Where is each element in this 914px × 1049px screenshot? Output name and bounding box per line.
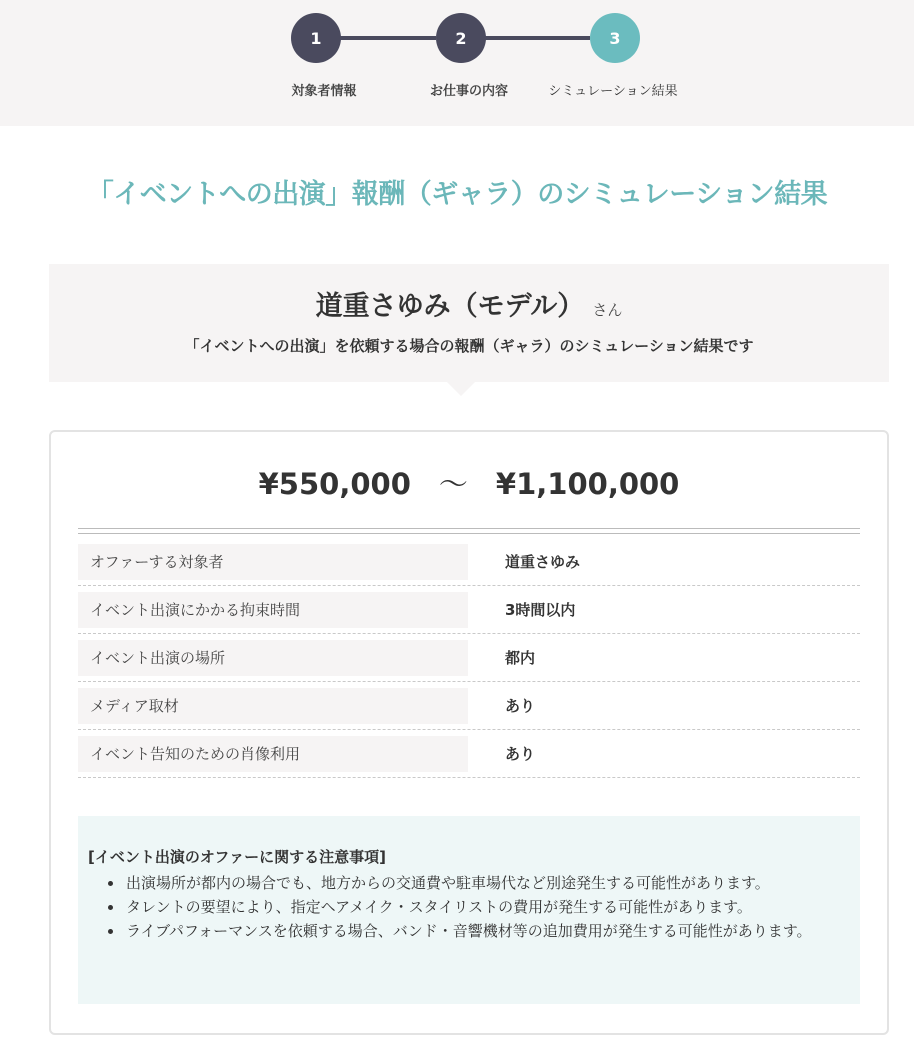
row-label: イベント出演の場所	[78, 640, 468, 676]
row-value: 道重さゆみ	[505, 553, 581, 571]
step-1-circle: 1	[291, 13, 341, 63]
step-3-circle: 3	[590, 13, 640, 63]
table-row	[78, 634, 860, 682]
list-item: • タレントの要望により、指定ヘアメイク・スタイリストの費用が発生する可能性があります。	[124, 895, 850, 919]
row-value: 都内	[505, 649, 536, 667]
step-connector-1-2	[340, 36, 436, 40]
price-range	[51, 462, 887, 503]
talent-name-row	[49, 284, 889, 323]
step-2-label: お仕事の内容	[429, 84, 509, 99]
row-label: メディア取材	[78, 688, 468, 724]
row-label: オファーする対象者	[78, 544, 468, 580]
talent-description: 「イベントへの出演」を依頼する場合の報酬（ギャラ）のシミュレーション結果です	[184, 337, 754, 355]
table-row	[78, 538, 860, 586]
notes-title: [イベント出演のオファーに関する注意事項]	[88, 848, 386, 866]
row-label: イベント告知のための肖像利用	[78, 736, 468, 772]
table-row	[78, 682, 860, 730]
row-value: あり	[505, 697, 536, 715]
talent-honorific: さん	[592, 301, 623, 319]
price-max: ¥1,100,000	[495, 467, 680, 501]
price-divider	[78, 528, 860, 534]
table-row	[78, 730, 860, 778]
row-value: 3時間以内	[505, 601, 576, 619]
talent-name: 道重さゆみ（モデル）	[315, 291, 585, 322]
step-connector-2-3	[484, 36, 590, 40]
step-1-label: 対象者情報	[291, 84, 357, 99]
row-value: あり	[505, 745, 536, 763]
price-separator: ～	[438, 467, 468, 501]
page-title: 「イベントへの出演」報酬（ギャラ）のシミュレーション結果	[86, 179, 828, 210]
list-item: • 出演場所が都内の場合でも、地方からの交通費や駐車場代など別途発生する可能性があります。	[124, 871, 850, 895]
result-card	[49, 430, 889, 1035]
step-3-label: シミュレーション結果	[548, 84, 678, 99]
progress-steps	[0, 0, 914, 126]
price-min: ¥550,000	[258, 467, 411, 501]
conditions-table	[78, 538, 860, 778]
step-2-circle: 2	[436, 13, 486, 63]
row-label: イベント出演にかかる拘束時間	[78, 592, 468, 628]
table-row	[78, 586, 860, 634]
notes-list	[88, 871, 850, 943]
talent-summary	[49, 264, 889, 382]
notes-box	[78, 816, 860, 1004]
list-item: • ライブパフォーマンスを依頼する場合、バンド・音響機材等の追加費用が発生する可能性があります。	[124, 919, 850, 943]
